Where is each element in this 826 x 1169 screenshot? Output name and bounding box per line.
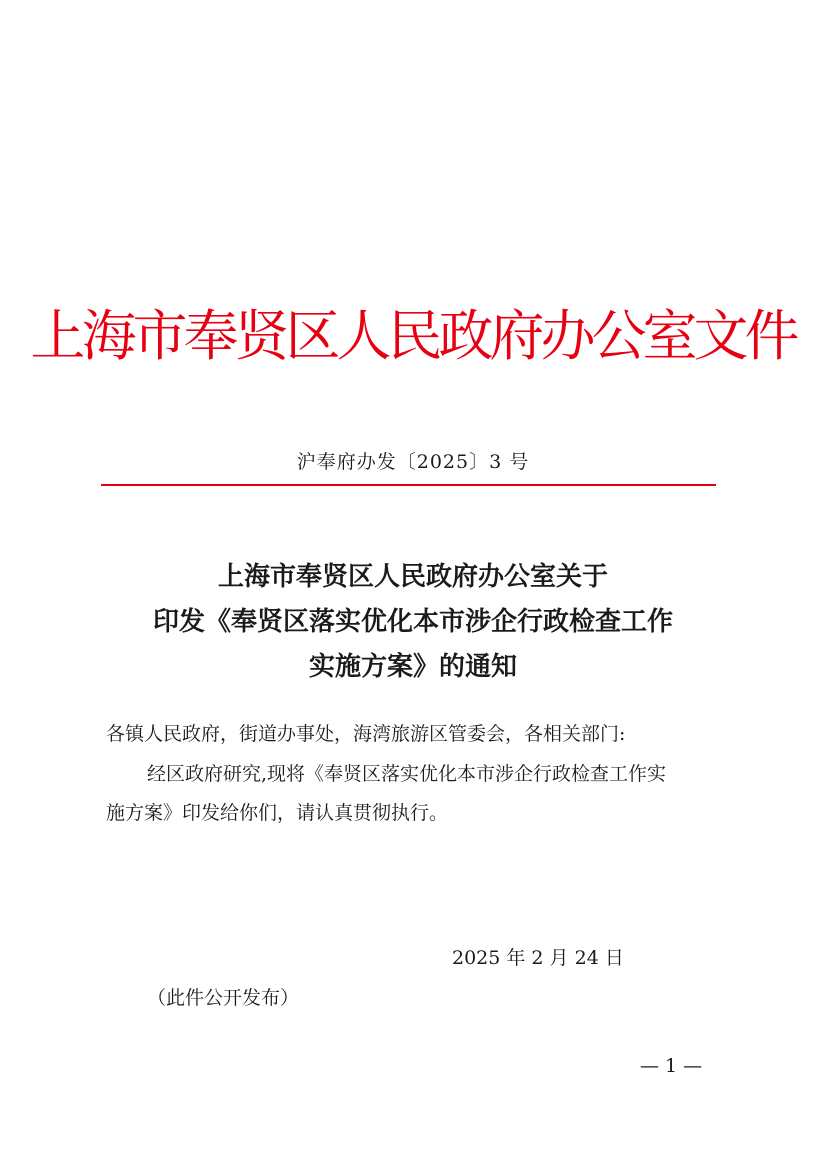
issue-date: 2025 年 2 月 24 日 bbox=[452, 947, 624, 969]
notice-title-line-1: 上海市奉贤区人民政府办公室关于 bbox=[217, 562, 608, 592]
body-paragraph-line-2: 施方案》印发给你们，请认真贯彻执行。 bbox=[106, 802, 449, 824]
page-number: — 1 — bbox=[640, 1055, 703, 1077]
public-release-note: （此件公开发布） bbox=[147, 987, 300, 1009]
red-divider-line bbox=[101, 484, 716, 486]
notice-title bbox=[0, 555, 826, 690]
notice-title-line-3: 实施方案》的通知 bbox=[308, 652, 517, 682]
masthead-title: 上海市奉贤区人民政府办公室文件 bbox=[30, 304, 796, 368]
notice-title-line-2: 印发《奉贤区落实优化本市涉企行政检查工作 bbox=[152, 607, 673, 637]
salutation: 各镇人民政府，街道办事处，海湾旅游区管委会，各相关部门: bbox=[106, 723, 626, 745]
document-number: 沪奉府办发〔2025〕3 号 bbox=[296, 451, 530, 473]
body-paragraph-line-1: 经区政府研究,现将《奉贤区落实优化本市涉企行政检查工作实 bbox=[147, 763, 667, 785]
